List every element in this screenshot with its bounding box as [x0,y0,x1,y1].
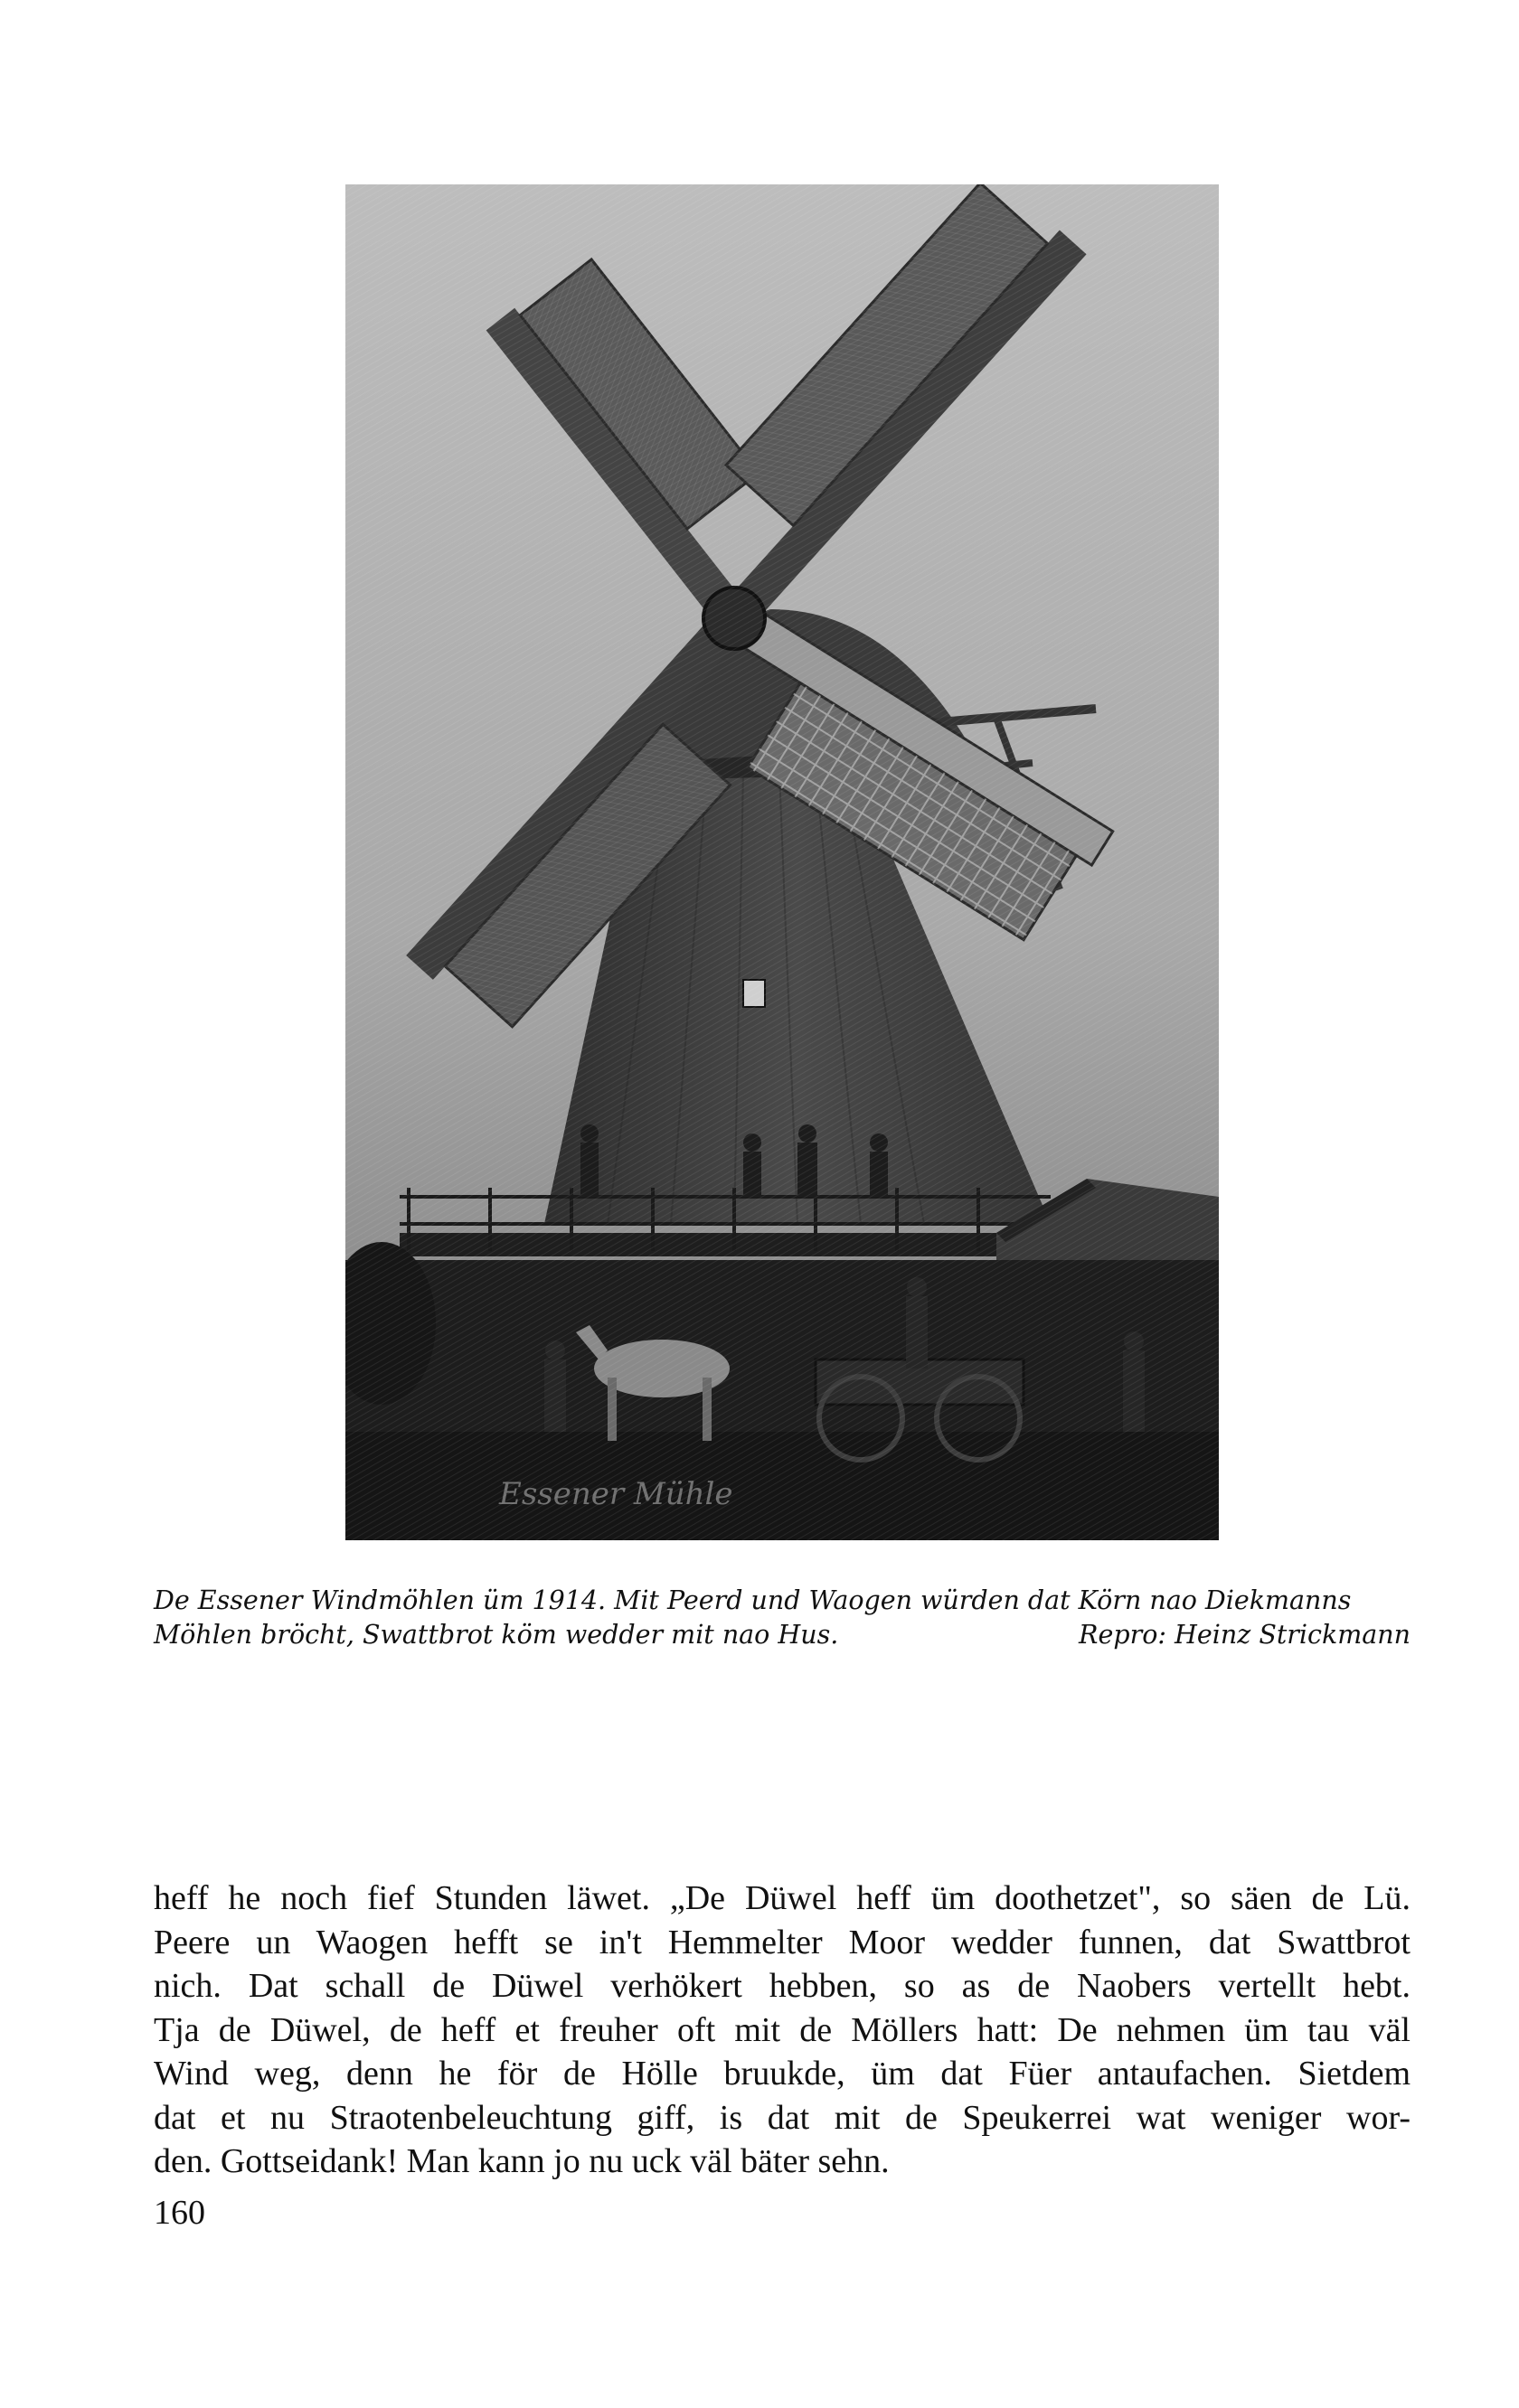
caption-credit: Repro: Heinz Strickmann [1079,1620,1410,1650]
body-line: heff he noch fief Stunden läwet. „De Düwel heff üm doothetzet", so säen de Lü. [154,1879,1410,1917]
body-paragraph [154,1877,1410,2184]
body-line: Tja de Düwel, de heff et freuher oft mit de Möllers hatt: De nehmen üm tau väl [154,2010,1410,2049]
body-line: den. Gottseidank! Man kann jo nu uck väl bäter sehn. [154,2142,890,2180]
windmill-photo [345,184,1219,1540]
body-line: nich. Dat schall de Düwel verhökert hebben, so as de Naobers vertellt hebt. [154,1967,1410,2005]
body-line: dat et nu Straotenbeleuchtung giff, is dat mit de Speukerrei wat weniger wor- [154,2098,1410,2137]
body-line: Peere un Waogen hefft se in't Hemmelter Moor wedder funnen, dat Swattbrot [154,1923,1410,1961]
photo-caption [154,1584,1410,1652]
caption-line-1: De Essener Windmöhlen üm 1914. Mit Peerd und Waogen würden dat Körn nao Diekmanns [154,1585,1352,1615]
caption-line-2 [154,1618,1410,1652]
windmill-photo-image [345,184,1219,1540]
page-number: 160 [154,2194,205,2232]
body-line: Wind weg, denn he för de Hölle bruukde, üm dat Füer antaufachen. Sietdem [154,2055,1410,2093]
caption-line-2-text: Möhlen bröcht, Swattbrot köm wedder mit nao Hus. [154,1620,839,1650]
